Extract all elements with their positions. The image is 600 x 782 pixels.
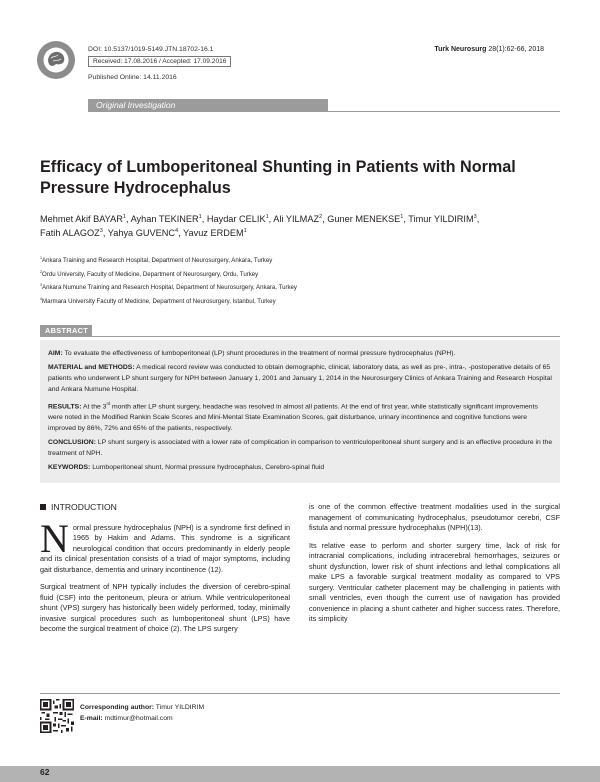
- author: Ali YILMAZ$^2$: [273, 214, 323, 225]
- body-left-column: [40, 502, 290, 642]
- affiliation: $^4$Marmara University Faculty of Medicine, Department of Neurosurgery, Istanbul, Turkey: [40, 296, 276, 305]
- author: Guner MENEKSE$^1$: [327, 214, 404, 225]
- section-divider: [328, 111, 560, 112]
- introduction-heading: INTRODUCTION: [40, 502, 290, 513]
- author-list: Mehmet Akif BAYAR$^1$, Ayhan TEKINER$^1$, Haydar CELIK$^1$, Ali YILMAZ$^2$, Guner MENEKSE$^1$, Timur YILDIRIM$^3$, Fatih ALAGOZ$^3$, Yahya GUVENC$^4$, Yavuz ERDEM$^1$: [40, 214, 480, 239]
- intro-paragraph-2: Surgical treatment of NPH typically includes the diversion of cerebro-spinal fluid (CSF) into the peritoneum, pleura or atrium. While ventriculoperitoneal shunt (VPS) surgery has historically been widely performed, today, minimally invasive surgical procedures such as lumboperitoneal shunt (LPS) have become the surgical treatment of choice (2). The LPS surgery: [40, 582, 290, 633]
- bullet-square-icon: [40, 504, 46, 510]
- affiliation-list: [40, 253, 560, 308]
- published-online-date: Published Online: 14.11.2016: [88, 74, 177, 81]
- corresponding-email: E-mail: mdtimur@hotmail.com: [80, 715, 173, 722]
- abstract-divider: [40, 336, 560, 337]
- author: Yahya GUVENC$^4$: [107, 228, 179, 239]
- body-right-column: [309, 502, 560, 632]
- intro-paragraph-4: Its relative ease to perform and shorter surgery time, lack of risk for intracranial complications, including intracerebral hemorrhages, seizures or shunt dysfunction, lower risk of shunt infections and lethal complications all make LPS a favorable surgical treatment modality as compared to VPS surgery. Ventricular catheter placement may be challenging in patients with small ventricles, even though the current use of navigation has provided convenience in placing a shunt catheter and higher success rates. Therefore, its simplicity: [309, 540, 560, 623]
- article-title: Efficacy of Lumboperitoneal Shunting in Patients with Normal Pressure Hydrocephalus: [40, 158, 516, 197]
- received-accepted-dates: Received: 17.08.2016 / Accepted: 17.09.2016: [88, 56, 231, 67]
- qr-code-icon: [40, 699, 74, 733]
- journal-citation: [434, 46, 544, 53]
- author: Yavuz ERDEM$^1$: [183, 228, 247, 239]
- journal-logo: [36, 40, 76, 80]
- section-label: Original Investigation: [88, 99, 328, 112]
- corresponding-author: Corresponding author: Timur YILDIRIM: [80, 704, 205, 711]
- journal-name: Turk Neurosurg: [434, 46, 487, 53]
- email-link[interactable]: mdtimur@hotmail.com: [104, 715, 173, 722]
- affiliation: $^3$Ankara Numune Training and Research Hospital, Department of Neurosurgery, Ankara, Turkey: [40, 283, 297, 292]
- affiliation: $^2$Ordu University, Faculty of Medicine, Department of Neurosurgery, Ordu, Turkey: [40, 269, 259, 278]
- abstract-keywords: KEYWORDS: Lumboperitoneal shunt, Normal pressure hydrocephalus, Cerebro-spinal fluid: [48, 463, 325, 471]
- abstract-results: RESULTS: At the 3rd month after LP shunt surgery, headache was resolved in almost all patients. At the end of first year, while statistically significant improvements were noted in the Modified Rankin Scale Scores and Mini-Mental State Examination Scores, gait disturbance, urinary incontinence and cognitive functions were improved by 86%, 72% and 65% of the patients, respectively.: [48, 400, 538, 432]
- volume-pages: 28(1):62-66, 2018: [488, 46, 544, 53]
- author: Ayhan TEKINER$^1$: [130, 214, 202, 225]
- author: Mehmet Akif BAYAR$^1$: [40, 214, 126, 225]
- author: Haydar CELIK$^1$: [206, 214, 269, 225]
- author: Timur YILDIRIM$^3$: [408, 214, 477, 225]
- abstract-conclusion: CONCLUSION: LP shunt surgery is associated with a lower rate of complication in comparison to ventriculoperitoneal shunt surgery and is an effective procedure in the treatment of NPH.: [48, 438, 553, 457]
- abstract-header: ABSTRACT: [40, 325, 92, 337]
- intro-paragraph-1: Normal pressure hydrocephalus (NPH) is a syndrome first defined in 1965 by Hakim and Adams. This syndrome is a significant neurological condition that occurs predominantly in elderly people and its clinical presentation consists of a triad of major symptoms, including gait disturbance, dementia and urinary incontinence (12).: [40, 515, 290, 574]
- correspondence-block: [80, 702, 204, 724]
- drop-cap: N: [40, 515, 69, 561]
- page-number: 62: [40, 767, 50, 777]
- author: Fatih ALAGOZ$^3$: [40, 228, 103, 239]
- abstract-methods: MATERIAL and METHODS: A medical record review was conducted to obtain demographic, clinical, laboratory data, as well as pre-, intra-, -postoperative details of 65 patients who underwent LP shunt surgery for NPH between January 1, 2001 and January 1, 2014 in the Neurosurgery Clinics of Ankara Training and Research Hospital and Ankara Numune Hospital.: [48, 364, 552, 393]
- abstract-text: [48, 349, 553, 477]
- footer-bar: [0, 766, 600, 782]
- doi: DOI: 10.5137/1019-5149.JTN.18702-16.1: [88, 46, 214, 53]
- intro-paragraph-3: is one of the common effective treatment modalities used in the surgical management of communicating hydrocephalus, pseudotumor cerebri, CSF fistula and normal pressure hydrocephalus (NPH)(13).: [309, 502, 560, 532]
- affiliation: $^1$Ankara Training and Research Hospital, Department of Neurosurgery, Ankara, Turkey: [40, 256, 273, 265]
- abstract-aim: AIM: To evaluate the effectiveness of lumboperitoneal (LP) shunt procedures in the treatment of normal pressure hydrocephalus (NPH).: [48, 350, 456, 357]
- correspondence-divider: [40, 693, 560, 694]
